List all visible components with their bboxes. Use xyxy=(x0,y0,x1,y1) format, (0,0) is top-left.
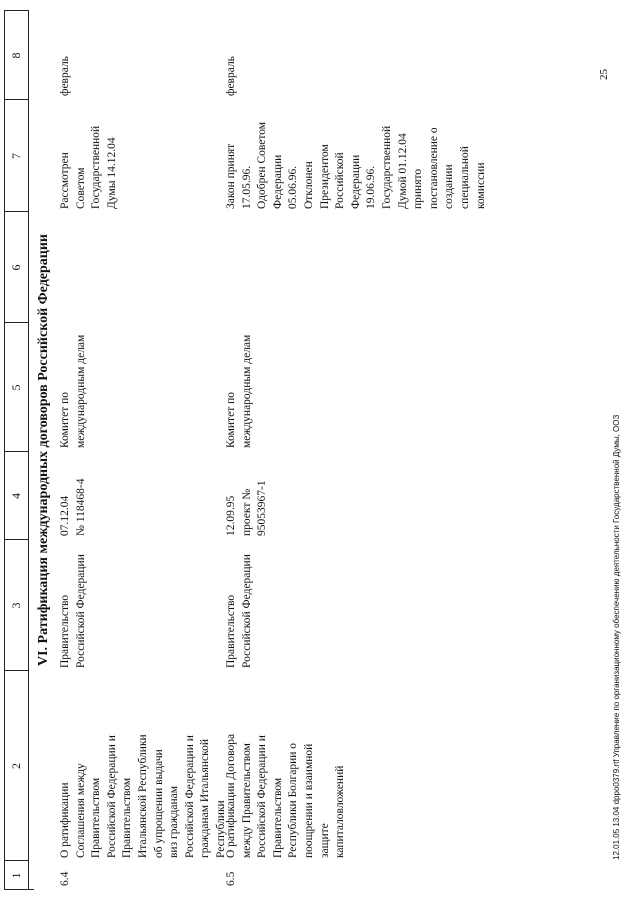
row-6-5-title: О ратификации Договора между Правительством Российской Федерации и Правительством Республики Болгарии о поощрении и взаимной защите капиталовложений xyxy=(225,733,347,858)
row-6-5-date: 12.09.95 проект № 95053967-1 xyxy=(225,480,269,536)
page-number: 25 xyxy=(598,69,610,80)
row-6-5-initiator: Правительство Российской Федерации xyxy=(225,554,253,668)
row-6-4-month: февраль xyxy=(59,56,71,96)
column-number-4: 4 xyxy=(9,493,23,499)
section-title: VI. Ратификация международных договоров Российской Федерации xyxy=(36,234,51,666)
column-number-5: 5 xyxy=(9,384,23,391)
row-6-4-initiator: Правительство Российской Федерации xyxy=(59,554,87,668)
column-number-2: 2 xyxy=(9,763,23,769)
row-6-5-status: Закон принят 17.05.96. Одобрен Советом Федерации 05.06.96. Отклонен Президентом Российской Федерации 19.06.96. Государственной Думой 01.12.04 принято постановление о создании специальной комиссии xyxy=(225,121,487,209)
row-6-4-committee: Комитет по международным делам xyxy=(59,334,87,448)
row-6-5-month: февраль xyxy=(225,56,237,96)
row-6-4-date: 07.12.04 № 118468-4 xyxy=(59,478,87,536)
row-6-4-title: О ратификации Соглашения между Правительством Российской Федерации и Правительством Итальянской Республики об упрощении выдачи виз гражданам Российской Федерации и гражданам Итальянской Республики xyxy=(59,734,227,858)
row-6-5-committee: Комитет по международным делам xyxy=(225,334,253,448)
footer-note: 12.01.05 13.04 dppo0379.rtf Управление по организационному обеспечению деятельности Государственной Думы, ООЗ xyxy=(612,414,621,860)
column-number-8: 8 xyxy=(9,52,23,59)
row-6-4-number: 6.4 xyxy=(59,871,71,886)
table-top-border xyxy=(4,10,5,890)
row-6-4-status: Рассмотрен Советом Государственной Думы 14.12.04 xyxy=(59,125,118,209)
column-number-7: 7 xyxy=(9,153,23,159)
column-number-3: 3 xyxy=(9,602,23,609)
column-number-6: 6 xyxy=(9,264,23,271)
row-6-5-number: 6.5 xyxy=(225,871,237,886)
header-row-divider xyxy=(28,10,29,890)
column-number-1: 1 xyxy=(9,872,23,879)
